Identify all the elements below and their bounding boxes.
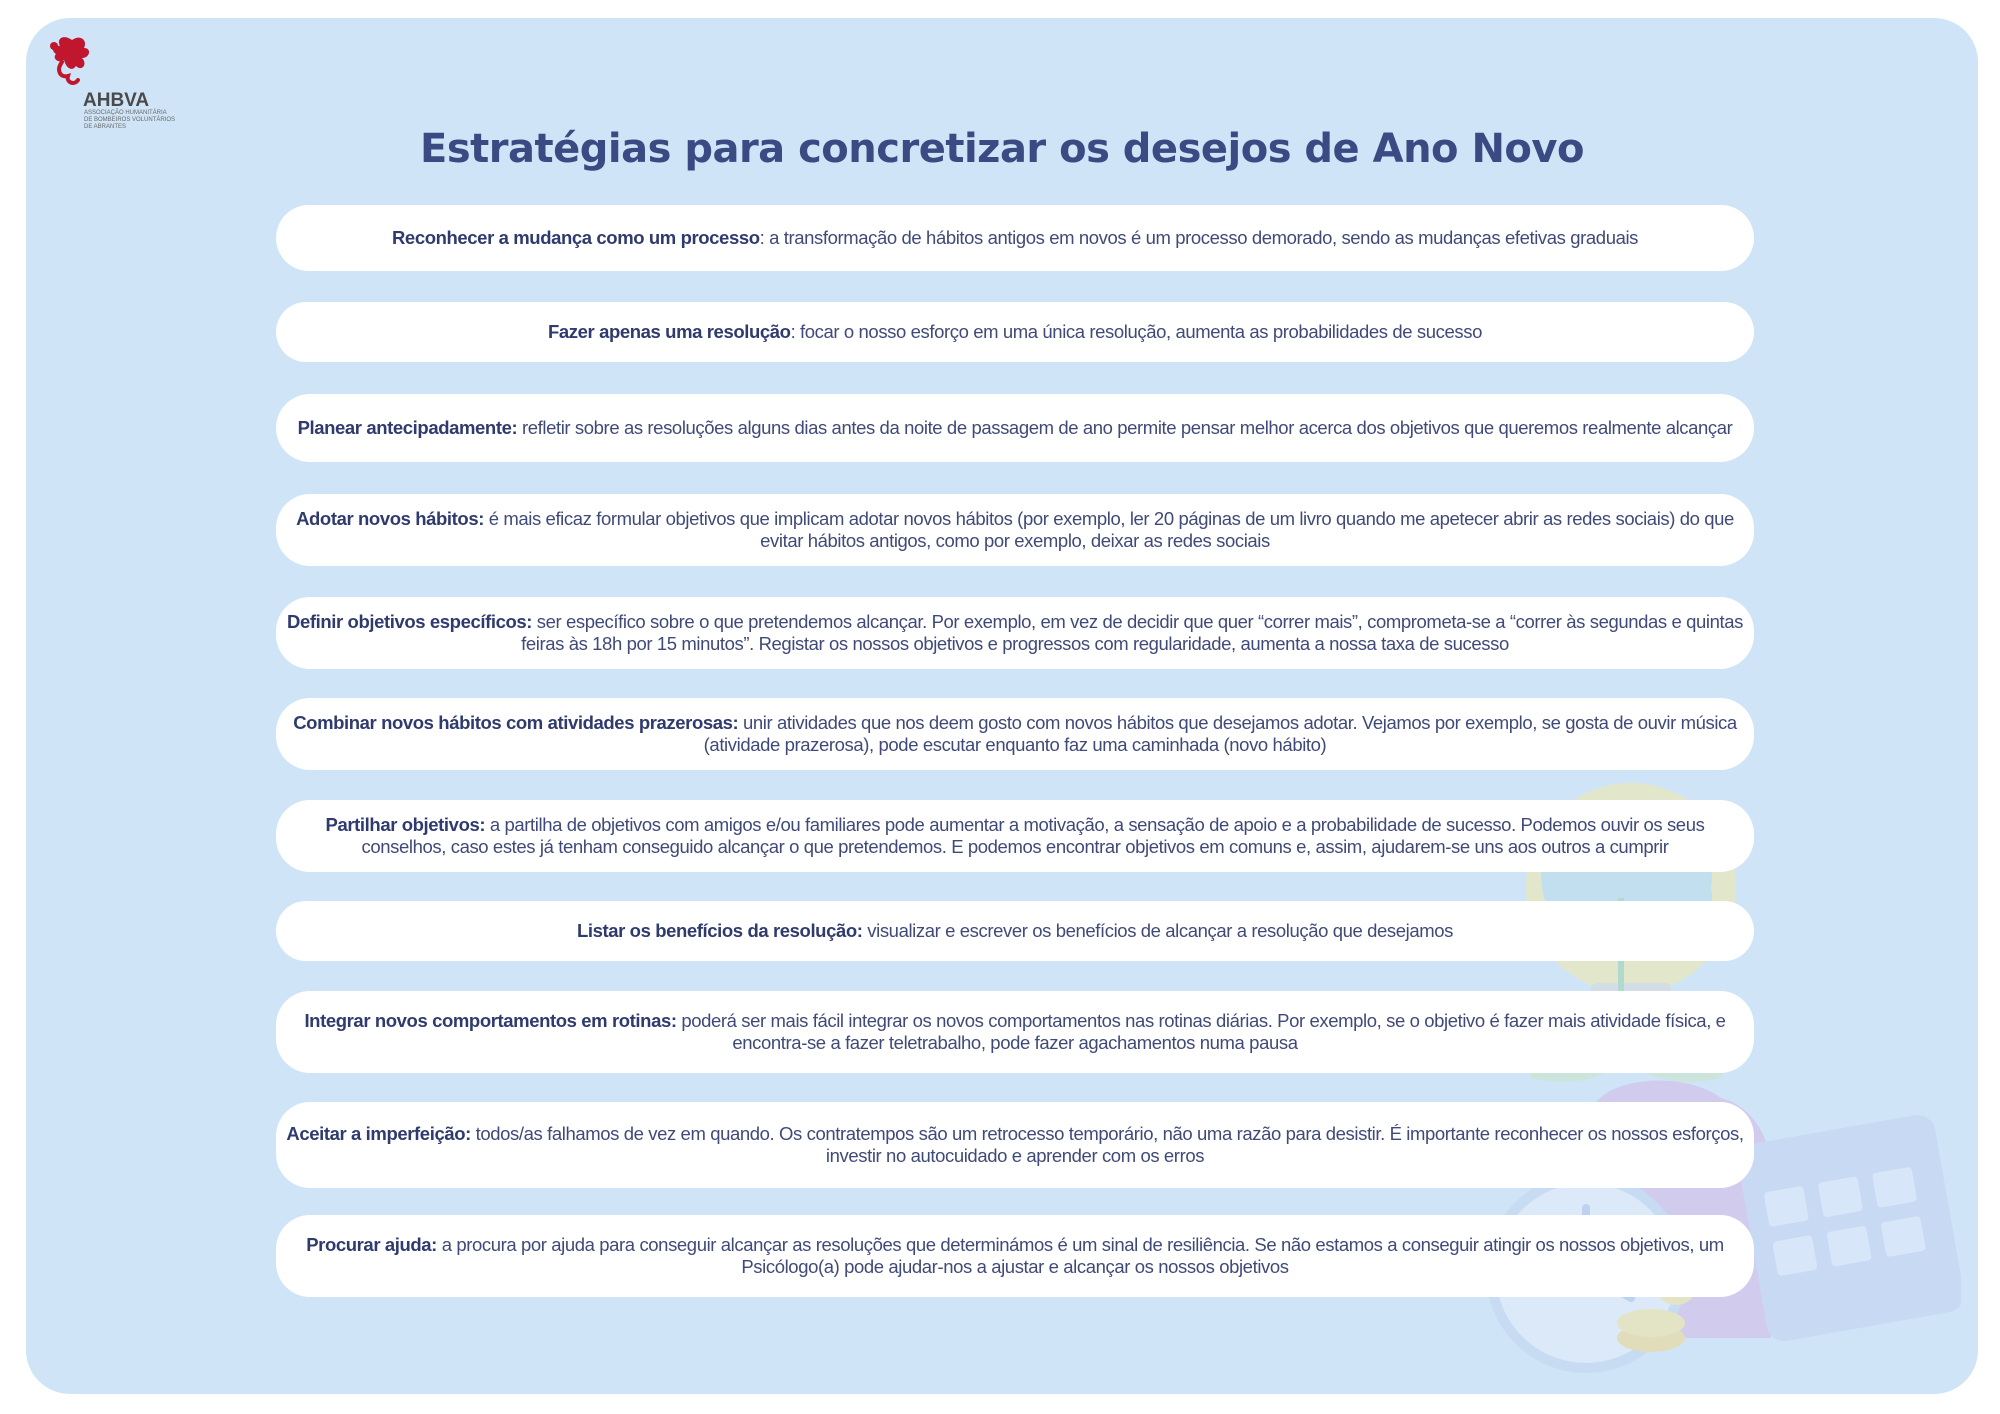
strategy-item bbox=[276, 1102, 1754, 1188]
poster-card bbox=[26, 18, 1978, 1394]
strategy-heading: Planear antecipadamente: bbox=[297, 417, 518, 438]
page-title: Estratégias para concretizar os desejos de Ano Novo bbox=[420, 126, 1584, 172]
strategy-text: : focar o nosso esforço em uma única resolução, aumenta as probabilidades de sucesso bbox=[790, 321, 1482, 342]
strategy-text: todos/as falhamos de vez em quando. Os contratempos são um retrocesso temporário, não uma razão para desistir. É importante reconhecer os nossos esforços, investir no autocuidado e aprender com os erros bbox=[470, 1123, 1744, 1166]
strategy-text: é mais eficaz formular objetivos que implicam adotar novos hábitos (por exemplo, ler 20 páginas de um livro quando me apetecer abrir as redes sociais) do que evitar hábitos antigos, como por exemplo, deixar as redes sociais bbox=[483, 508, 1734, 551]
strategy-text: ser específico sobre o que pretendemos alcançar. Por exemplo, em vez de decidir que quer “correr mais”, comprometa-se a “correr às segundas e quintas feiras às 18h por 15 minutos”. Registar os nossos objetivos e progressos com regularidade, aumenta a nossa taxa de sucesso bbox=[521, 611, 1743, 654]
strategy-heading: Partilhar objetivos: bbox=[325, 814, 486, 835]
logo-name: AHBVA bbox=[83, 90, 150, 111]
logo-subtitle: ASSOCIAÇÃO HUMANITÁRIA DE BOMBEIROS VOLUNTÁRIOS DE ABRANTES bbox=[84, 110, 176, 130]
strategy-item bbox=[276, 597, 1754, 669]
strategy-item bbox=[276, 494, 1754, 566]
strategy-heading: Integrar novos comportamentos em rotinas: bbox=[304, 1010, 677, 1031]
strategy-item bbox=[276, 901, 1754, 961]
strategy-heading: Reconhecer a mudança como um processo bbox=[391, 227, 760, 248]
strategy-item bbox=[276, 205, 1754, 271]
strategy-item bbox=[276, 1215, 1754, 1297]
strategy-heading: Combinar novos hábitos com atividades prazerosas: bbox=[293, 712, 739, 733]
strategy-item bbox=[276, 698, 1754, 770]
strategy-text: refletir sobre as resoluções alguns dias antes da noite de passagem de ano permite pensar melhor acerca dos objetivos que queremos realmente alcançar bbox=[517, 417, 1733, 438]
strategy-text: : a transformação de hábitos antigos em novos é um processo demorado, sendo as mudanças efetivas graduais bbox=[759, 227, 1639, 248]
strategy-text: a partilha de objetivos com amigos e/ou familiares pode aumentar a motivação, a sensação de apoio e a probabilidade de sucesso. Podemos ouvir os seus conselhos, caso estes já tenham conseguido alcançar o que pretendemos. E podemos encontrar objetivos em comuns e, assim, ajudarem-se uns aos outros a cumprir bbox=[361, 814, 1705, 857]
strategy-heading: Aceitar a imperfeição: bbox=[286, 1123, 471, 1144]
strategy-heading: Procurar ajuda: bbox=[306, 1234, 437, 1255]
strategy-text: visualizar e escrever os benefícios de alcançar a resolução que desejamos bbox=[862, 920, 1454, 941]
strategy-text: a procura por ajuda para conseguir alcançar as resoluções que determinámos é um sinal de resiliência. Se não estamos a conseguir atingir os nossos objetivos, um Psicólogo(a) pode ajudar-nos a ajustar e alcançar os nossos objetivos bbox=[436, 1234, 1724, 1277]
strategy-text: unir atividades que nos deem gosto com novos hábitos que desejamos adotar. Vejamos por exemplo, se gosta de ouvir música (atividade prazerosa), pode escutar enquanto faz uma caminhada (novo hábito) bbox=[703, 712, 1737, 755]
strategy-heading: Fazer apenas uma resolução bbox=[548, 321, 791, 342]
strategy-item bbox=[276, 991, 1754, 1073]
strategy-item bbox=[276, 800, 1754, 872]
strategy-item bbox=[276, 394, 1754, 462]
strategy-heading: Listar os benefícios da resolução: bbox=[576, 920, 863, 941]
calendar-icon bbox=[1735, 1112, 1961, 1344]
strategy-heading: Definir objetivos específicos: bbox=[287, 611, 533, 632]
strategy-item bbox=[276, 302, 1754, 362]
strategy-text: poderá ser mais fácil integrar os novos comportamentos nas rotinas diárias. Por exemplo, se o objetivo é fazer mais atividade física, e encontra-se a fazer teletrabalho, pode fazer agachamentos numa pausa bbox=[676, 1010, 1726, 1053]
strategy-heading: Adotar novos hábitos: bbox=[296, 508, 484, 529]
phoenix-icon bbox=[42, 32, 102, 90]
